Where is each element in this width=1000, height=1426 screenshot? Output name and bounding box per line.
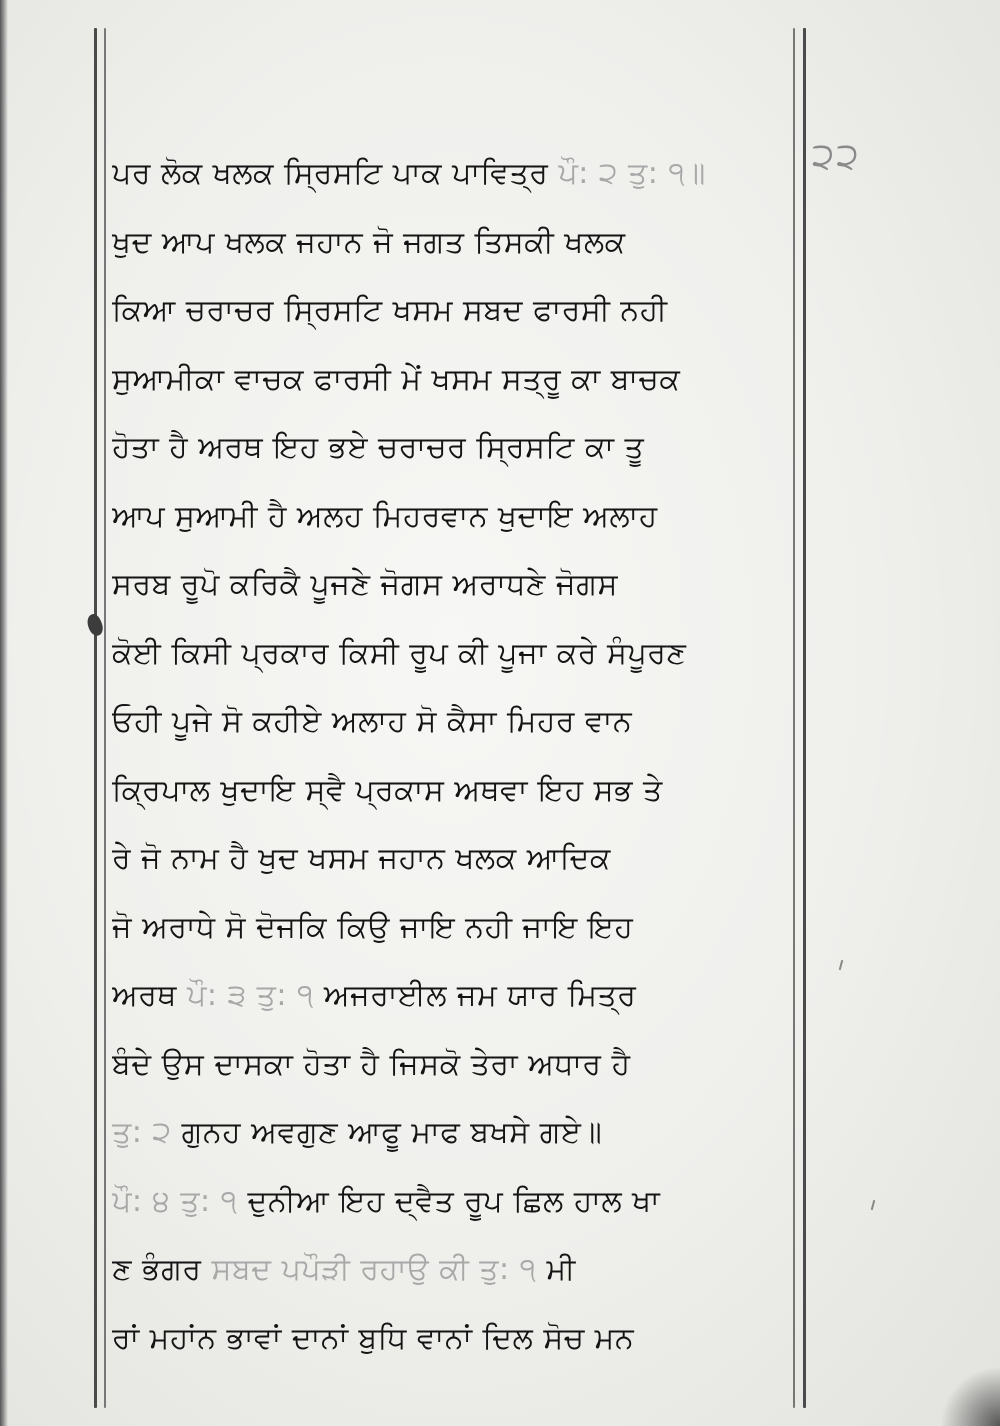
text-segment: ਪਰ ਲੋਕ ਖਲਕ ਸ੍ਰਿਸਟਿ ਪਾਕ ਪਾਵਿਤ੍ਰ <box>112 156 559 191</box>
text-segment: ਕ੍ਰਿਪਾਲ ਖੁਦਾਇ ਸ੍ਵੈ ਪ੍ਰਕਾਸ ਅਥਵਾ ਇਹ ਸਭ ਤੇ <box>112 772 663 808</box>
text-line <box>112 894 800 963</box>
right-margin-rule-outer <box>803 28 806 1408</box>
text-line <box>112 1168 800 1237</box>
text-line <box>112 825 800 894</box>
text-segment: ਣ ਭੰਗਰ <box>112 1252 212 1287</box>
text-line <box>112 688 800 757</box>
rubric-segment: ਪੌ: ੩ ਤੁ: ੧ <box>186 978 314 1013</box>
text-line <box>112 1305 800 1374</box>
ink-blot <box>84 612 106 638</box>
text-segment: ਹੋਤਾ ਹੈ ਅਰਥ ਇਹ ਭਏ ਚਰਾਚਰ ਸ੍ਰਿਸਟਿ ਕਾ ਤੂ <box>112 430 645 465</box>
text-segment: ਅਰਥ <box>112 978 187 1013</box>
paper-speck <box>839 960 844 970</box>
text-segment: ਸੁਆਮੀਕਾ ਵਾਚਕ ਫਾਰਸੀ ਮੇਂ ਖਸਮ ਸਤ੍ਰੂ ਕਾ ਬਾਚਕ <box>112 361 681 397</box>
rubric-segment: ਪੌ: ੨ ਤੁ: ੧॥ <box>558 156 706 191</box>
text-segment: ਖੁਦ ਆਪ ਖਲਕ ਜਹਾਨ ਜੋ ਜਗਤ ਤਿਸਕੀ ਖਲਕ <box>112 224 626 260</box>
text-line <box>112 277 800 346</box>
text-line <box>112 140 800 209</box>
text-segment: ਗੁਨਹ ਅਵਗੁਣ ਆਫੂ ਮਾਫ ਬਖਸੇ ਗਏ॥ <box>171 1115 603 1150</box>
text-line <box>112 551 800 620</box>
folio-number: ੨੨ <box>812 136 861 177</box>
text-segment: ਆਪ ਸੁਆਮੀ ਹੈ ਅਲਹ ਮਿਹਰਵਾਨ ਖੁਦਾਇ ਅਲਾਹ <box>112 498 658 534</box>
text-line <box>112 483 800 552</box>
rubric-segment: ਤੁ: ੨ <box>112 1115 172 1150</box>
text-segment: ਮੀ <box>536 1252 576 1287</box>
text-line <box>112 1031 800 1100</box>
text-segment: ਜੋ ਅਰਾਧੇ ਸੋ ਦੋਜਕਿ ਕਿਉ ਜਾਇ ਨਹੀ ਜਾਇ ਇਹ <box>112 909 634 945</box>
text-segment: ਕਿਆ ਚਰਾਚਰ ਸ੍ਰਿਸਟਿ ਖਸਮ ਸਬਦ ਫਾਰਸੀ ਨਹੀ <box>112 293 668 328</box>
text-segment: ਬੰਦੇ ਉਸ ਦਾਸਕਾ ਹੋਤਾ ਹੈ ਜਿਸਕੋ ਤੇਰਾ ਅਧਾਰ ਹੈ <box>112 1046 631 1082</box>
text-segment: ਦੁਨੀਆ ਇਹ ਦ੍ਵੈਤ ਰੂਪ ਛਿਲ ਹਾਲ ਖਾ <box>237 1183 661 1219</box>
text-line <box>112 620 800 689</box>
text-segment: ਅਜਰਾਈਲ ਜਮ ਯਾਰ ਮਿਤ੍ਰ <box>313 978 637 1013</box>
text-segment: ਓਹੀ ਪੂਜੇ ਸੋ ਕਹੀਏ ਅਲਾਹ ਸੋ ਕੈਸਾ ਮਿਹਰ ਵਾਨ <box>112 704 633 739</box>
rubric-segment: ਪੌ: ੪ ਤੁ: ੧ <box>112 1183 238 1219</box>
text-segment: ਰੇ ਜੋ ਨਾਮ ਹੈ ਖੁਦ ਖਸਮ ਜਹਾਨ ਖਲਕ ਆਦਿਕ <box>112 841 611 876</box>
text-line <box>112 1099 800 1168</box>
text-line <box>112 346 800 415</box>
binding-shadow <box>0 0 8 1426</box>
left-margin-rule-outer <box>94 28 97 1408</box>
manuscript-text-block <box>112 140 800 1373</box>
text-line <box>112 757 800 826</box>
text-segment: ਕੋਈ ਕਿਸੀ ਪ੍ਰਕਾਰ ਕਿਸੀ ਰੂਪ ਕੀ ਪੂਜਾ ਕਰੇ ਸੰਪੂਰਣ <box>112 635 687 671</box>
text-segment: ਰਾਂ ਮਹਾਂਨ ਭਾਵਾਂ ਦਾਨਾਂ ਬੁਧਿ ਵਾਨਾਂ ਦਿਲ ਸੋਚ ਮਨ <box>112 1320 635 1356</box>
text-line <box>112 209 800 278</box>
text-segment: ਸਰਬ ਰੂਪੋ ਕਰਿਕੈ ਪੂਜਣੇ ਜੋਗਸ ਅਰਾਧਣੇ ਜੋਗਸ <box>112 567 618 602</box>
page-corner-shadow <box>940 1366 1000 1426</box>
text-line <box>112 962 800 1031</box>
left-margin-rule-inner <box>104 28 106 1408</box>
text-line <box>112 1236 800 1305</box>
rubric-segment: ਸਬਦ ਪਪੌੜੀ ਰਹਾਉ ਕੀ ਤੁ: ੧ <box>211 1252 537 1287</box>
paper-speck <box>871 1200 876 1210</box>
text-line <box>112 414 800 483</box>
